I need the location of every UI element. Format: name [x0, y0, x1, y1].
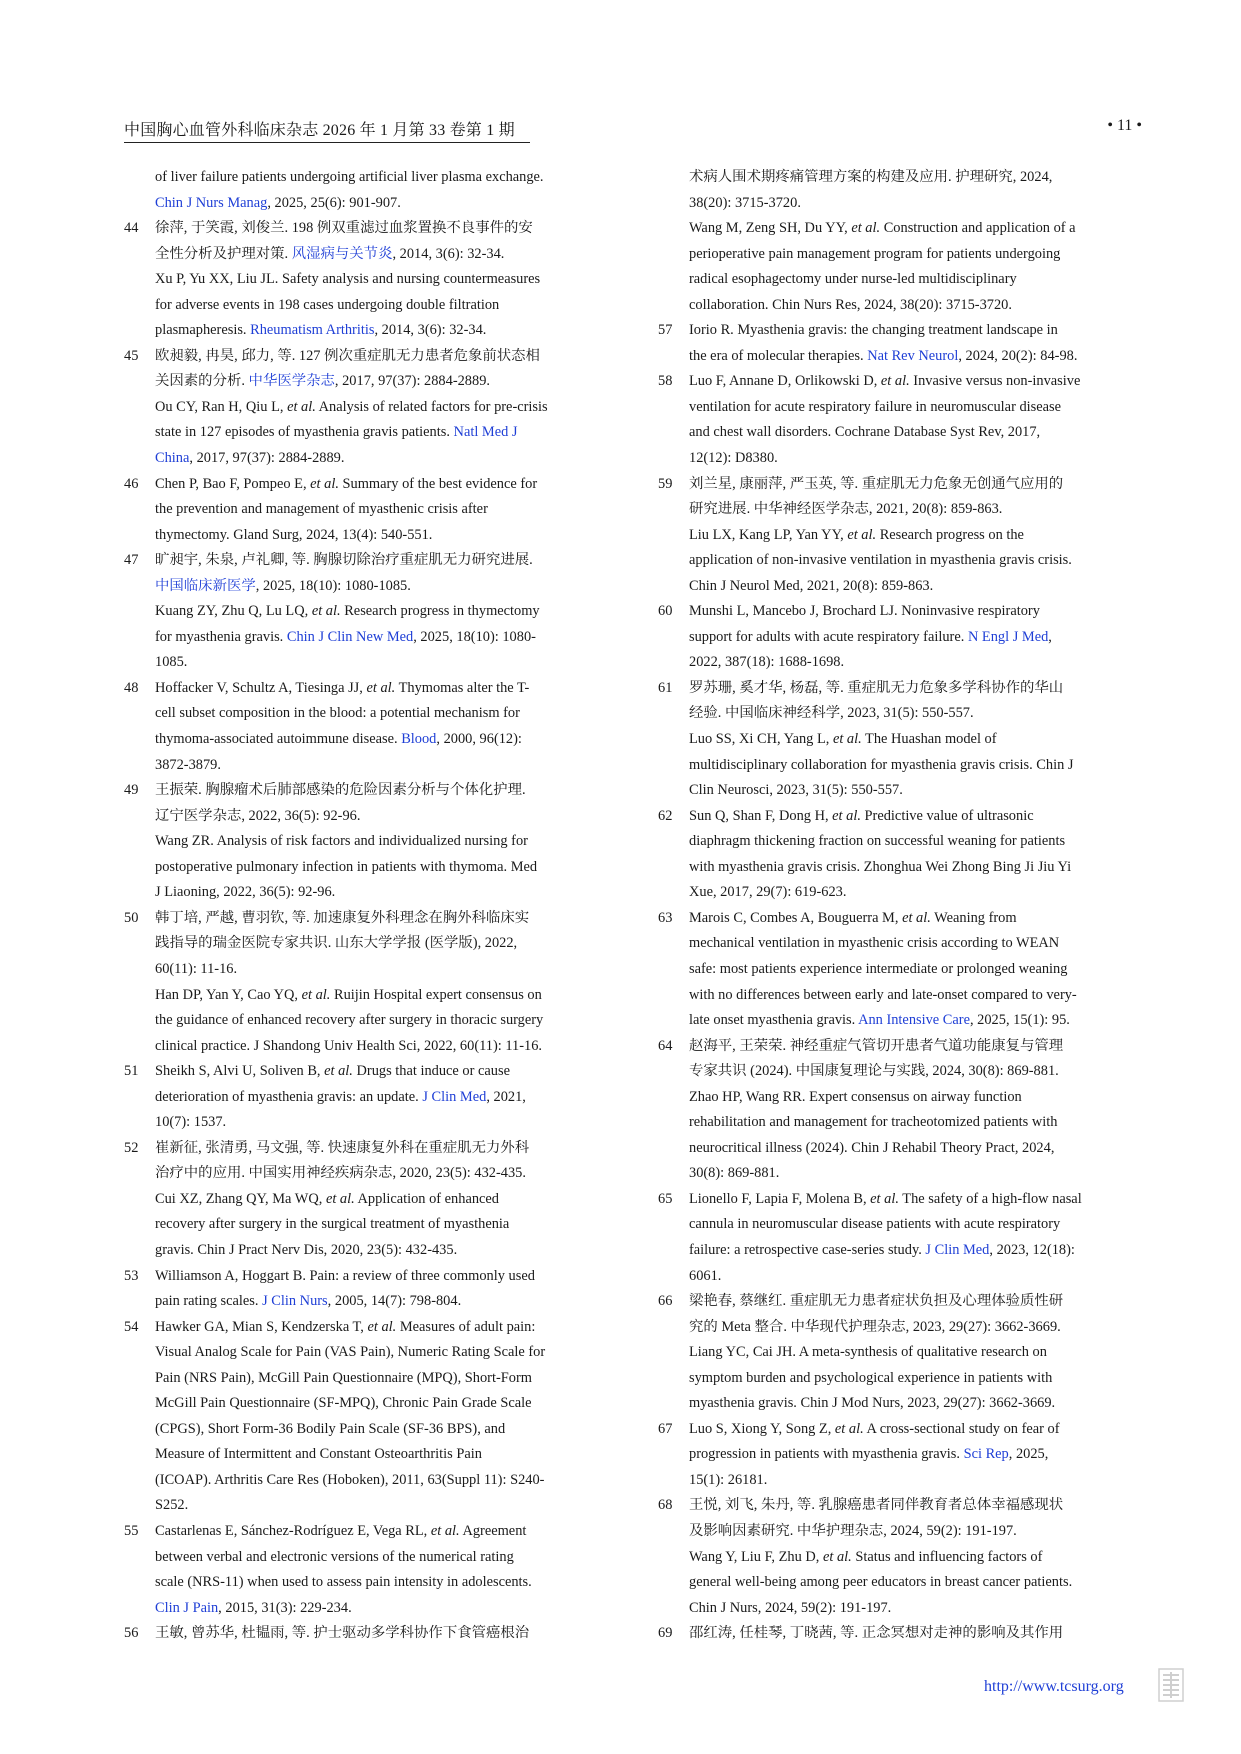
reference-entry: [124, 1059, 608, 1136]
journal-logo-icon: [1158, 1668, 1184, 1702]
reference-entry: [124, 472, 608, 549]
journal-link[interactable]: Chin J Clin New Med: [286, 628, 414, 645]
journal-link[interactable]: J Clin Med: [925, 1241, 990, 1258]
reference-number: 59: [658, 475, 673, 492]
reference-line: Xu P, Yu XX, Liu JL. Safety analysis and nursing countermeasures: [155, 271, 541, 288]
reference-line: of liver failure patients undergoing artificial liver plasma exchange.: [155, 169, 544, 185]
reference-line: failure: a retrospective case-series study. J Clin Med, 2023, 12(18):: [689, 1241, 1075, 1258]
reference-entry: [124, 1136, 608, 1264]
reference-line: pain rating scales. J Clin Nurs, 2005, 14(7): 798-804.: [155, 1293, 462, 1310]
reference-entry: [658, 1621, 1142, 1647]
reference-text: [155, 676, 608, 778]
reference-text: [689, 676, 1142, 804]
reference-line: multidisciplinary collaboration for myasthenia gravis crisis. Chin J: [689, 756, 1074, 773]
journal-link[interactable]: Natl Med J: [453, 424, 518, 441]
reference-line: Chin J Nurs Manag, 2025, 25(6): 901-907.: [155, 194, 401, 211]
reference-line: 1085.: [155, 654, 188, 671]
reference-number: 51: [124, 1063, 139, 1080]
reference-line: 王敏, 曾苏华, 杜韫雨, 等. 护士驱动多学科协作下食管癌根治: [155, 1625, 530, 1642]
reference-line: Measure of Intermittent and Constant Osteoarthritis Pain: [155, 1446, 482, 1463]
reference-line: gravis. Chin J Pract Nerv Dis, 2020, 23(5): 432-435.: [155, 1241, 458, 1258]
reference-text: [155, 216, 608, 344]
reference-number: 57: [658, 322, 673, 339]
reference-entry: [658, 472, 1142, 600]
journal-link[interactable]: Rheumatism Arthritis: [250, 322, 375, 339]
reference-text: [155, 165, 608, 216]
reference-line: Kuang ZY, Zhu Q, Lu LQ, et al. Research progress in thymectomy: [155, 603, 540, 620]
reference-number: 69: [658, 1625, 673, 1642]
reference-line: 崔新征, 张清勇, 马文强, 等. 快速康复外科在重症肌无力外科: [155, 1139, 530, 1156]
reference-line: ventilation for acute respiratory failure in neuromuscular disease: [689, 398, 1062, 415]
reference-text: [155, 1136, 608, 1264]
reference-line: 10(7): 1537.: [155, 1114, 227, 1131]
reference-entry: [658, 1493, 1142, 1621]
reference-line: the prevention and management of myasthenic crisis after: [155, 501, 488, 518]
reference-entry: [124, 1264, 608, 1315]
reference-line: Wang ZR. Analysis of risk factors and individualized nursing for: [155, 833, 528, 850]
reference-line: 韩丁培, 严越, 曹羽钦, 等. 加速康复外科理念在胸外科临床实: [155, 909, 530, 926]
reference-entry: [124, 778, 608, 906]
reference-line: between verbal and electronic versions of the numerical rating: [155, 1548, 514, 1565]
reference-text: [155, 778, 608, 906]
reference-number: 58: [658, 373, 673, 390]
reference-line: Visual Analog Scale for Pain (VAS Pain), Numeric Rating Scale for: [155, 1344, 546, 1361]
reference-line: Luo F, Annane D, Orlikowski D, et al. Invasive versus non-invasive: [689, 373, 1081, 390]
reference-number: 65: [658, 1190, 673, 1207]
reference-line: 关因素的分析. 中华医学杂志, 2017, 97(37): 2884-2889.: [155, 373, 490, 390]
reference-line: progression in patients with myasthenia gravis. Sci Rep, 2025,: [689, 1446, 1049, 1463]
reference-line: 术病人围术期疼痛管理方案的构建及应用. 护理研究, 2024,: [689, 169, 1053, 185]
reference-number: 64: [658, 1037, 673, 1054]
reference-text: [155, 1059, 608, 1136]
reference-line: 罗苏珊, 奚才华, 杨磊, 等. 重症肌无力危象多学科协作的华山: [689, 679, 1064, 696]
reference-line: postoperative pulmonary infection in patients with thymoma. Med: [155, 858, 538, 875]
reference-line: with myasthenia gravis crisis. Zhonghua Wei Zhong Bing Ji Jiu Yi: [689, 858, 1072, 875]
reference-line: Chin J Neurol Med, 2021, 20(8): 859-863.: [689, 577, 934, 594]
journal-link[interactable]: Blood: [401, 731, 437, 748]
reference-entry: [658, 1289, 1142, 1417]
reference-line: China, 2017, 97(37): 2884-2889.: [155, 450, 345, 467]
reference-number: 63: [658, 909, 673, 926]
reference-line: diaphragm thickening fraction on successful weaning for patients: [689, 833, 1066, 850]
reference-line: with no differences between early and late-onset compared to very-: [689, 986, 1077, 1003]
journal-link[interactable]: 中国临床新医学: [155, 577, 256, 594]
reference-entry: [124, 1315, 608, 1519]
reference-number: 45: [124, 347, 139, 364]
reference-line: 专家共识 (2024). 中国康复理论与实践, 2024, 30(8): 869-881.: [689, 1063, 1059, 1080]
reference-line: scale (NRS-11) when used to assess pain intensity in adolescents.: [155, 1574, 532, 1591]
reference-line: 刘兰星, 康丽萍, 严玉英, 等. 重症肌无力危象无创通气应用的: [689, 475, 1064, 492]
reference-line: for adverse events in 198 cases undergoing double filtration: [155, 296, 500, 313]
reference-line: cell subset composition in the blood: a potential mechanism for: [155, 705, 520, 722]
reference-entry: [124, 906, 608, 1059]
reference-entry: [658, 804, 1142, 906]
journal-link[interactable]: China: [155, 450, 190, 467]
reference-number: 68: [658, 1497, 673, 1514]
reference-line: application of non-invasive ventilation in myasthenia gravis crisis.: [689, 552, 1072, 569]
reference-line: Hoffacker V, Schultz A, Tiesinga JJ, et al. Thymomas alter the T-: [155, 679, 530, 696]
reference-line: Liu LX, Kang LP, Yan YY, et al. Research progress on the: [689, 526, 1024, 543]
journal-link[interactable]: J Clin Nurs: [262, 1293, 328, 1310]
reference-text: [689, 318, 1142, 369]
reference-line: Castarlenas E, Sánchez-Rodríguez E, Vega RL, et al. Agreement: [155, 1522, 527, 1539]
reference-entry: [124, 344, 608, 472]
reference-line: 赵海平, 王荣荣. 神经重症气管切开患者气道功能康复与管理: [689, 1037, 1064, 1054]
reference-entry: [124, 216, 608, 344]
reference-line: J Liaoning, 2022, 36(5): 92-96.: [155, 884, 336, 901]
reference-entry: [658, 1417, 1142, 1494]
reference-line: Sun Q, Shan F, Dong H, et al. Predictive value of ultrasonic: [689, 807, 1034, 824]
journal-link[interactable]: Clin J Pain: [155, 1599, 219, 1616]
reference-text: [689, 472, 1142, 600]
reference-text: [155, 1621, 608, 1647]
reference-number: 60: [658, 603, 673, 620]
reference-line: collaboration. Chin Nurs Res, 2024, 38(20): 3715-3720.: [689, 296, 1012, 313]
reference-number: 50: [124, 909, 139, 926]
reference-line: Clin Neurosci, 2023, 31(5): 550-557.: [689, 782, 903, 799]
reference-line: 全性分析及护理对策. 风湿病与关节炎, 2014, 3(6): 32-34.: [155, 245, 505, 262]
reference-line: Clin J Pain, 2015, 31(3): 229-234.: [155, 1599, 352, 1616]
reference-entry: [658, 1034, 1142, 1187]
reference-text: [155, 906, 608, 1059]
journal-link[interactable]: Ann Intensive Care: [858, 1012, 970, 1029]
reference-text: [689, 1289, 1142, 1417]
reference-line: plasmapheresis. Rheumatism Arthritis, 2014, 3(6): 32-34.: [155, 322, 487, 339]
reference-number: 54: [124, 1318, 139, 1335]
reference-line: 徐萍, 于笑霞, 刘俊兰. 198 例双重滤过血浆置换不良事件的安: [155, 220, 533, 237]
reference-entry: [124, 676, 608, 778]
reference-line: deterioration of myasthenia gravis: an update. J Clin Med, 2021,: [155, 1088, 526, 1105]
reference-number: 46: [124, 475, 139, 492]
reference-number: 67: [658, 1420, 673, 1437]
reference-number: 55: [124, 1522, 139, 1539]
reference-entry: [124, 548, 608, 676]
reference-line: myasthenia gravis. Chin J Mod Nurs, 2023, 29(27): 3662-3669.: [689, 1395, 1056, 1412]
reference-line: 及影响因素研究. 中华护理杂志, 2024, 59(2): 191-197.: [689, 1522, 1017, 1539]
reference-entry: [658, 599, 1142, 676]
journal-link[interactable]: 风湿病与关节炎: [291, 245, 393, 262]
journal-link[interactable]: N Engl J Med: [967, 628, 1049, 645]
reference-entry: [658, 676, 1142, 804]
reference-line: general well-being among peer educators in breast cancer patients.: [689, 1574, 1073, 1591]
reference-line: 2022, 387(18): 1688-1698.: [689, 654, 845, 671]
reference-line: Cui XZ, Zhang QY, Ma WQ, et al. Application of enhanced: [155, 1190, 499, 1207]
reference-line: Xue, 2017, 29(7): 619-623.: [689, 884, 847, 901]
reference-line: Williamson A, Hoggart B. Pain: a review of three commonly used: [155, 1267, 535, 1284]
reference-line: 30(8): 869-881.: [689, 1165, 780, 1182]
reference-entry: [658, 369, 1142, 471]
reference-line: Pain (NRS Pain), McGill Pain Questionnaire (MPQ), Short-Form: [155, 1369, 532, 1386]
reference-line: Hawker GA, Mian S, Kendzerska T, et al. Measures of adult pain:: [155, 1318, 536, 1335]
reference-line: recovery after surgery in the surgical treatment of myasthenia: [155, 1216, 510, 1233]
reference-entry: [658, 906, 1142, 1034]
reference-number: 44: [124, 220, 139, 237]
reference-line: neurocritical illness (2024). Chin J Rehabil Theory Pract, 2024,: [689, 1139, 1055, 1156]
references-right-column: [658, 165, 1142, 1647]
reference-line: 梁艳春, 蔡继红. 重症肌无力患者症状负担及心理体验质性研: [689, 1293, 1064, 1310]
footer-url-link[interactable]: http://www.tcsurg.org: [984, 1678, 1124, 1695]
reference-line: Marois C, Combes A, Bouguerra M, et al. Weaning from: [689, 909, 1017, 926]
journal-link[interactable]: 中华医学杂志: [248, 373, 335, 390]
page-header: [124, 117, 1142, 145]
reference-text: [689, 1034, 1142, 1187]
reference-line: 15(1): 26181.: [689, 1471, 768, 1488]
reference-line: 3872-3879.: [155, 756, 221, 773]
reference-number: 53: [124, 1267, 139, 1284]
reference-line: thymectomy. Gland Surg, 2024, 13(4): 540-551.: [155, 526, 433, 543]
reference-text: [689, 599, 1142, 676]
reference-line: Luo SS, Xi CH, Yang L, et al. The Huashan model of: [689, 731, 997, 748]
reference-line: safe: most patients experience intermediate or prolonged weaning: [689, 960, 1068, 977]
reference-entry: [658, 318, 1142, 369]
reference-line: Chin J Nurs, 2024, 59(2): 191-197.: [689, 1599, 892, 1616]
reference-line: 60(11): 11-16.: [155, 960, 238, 977]
reference-line: 欧昶毅, 冉昊, 邱力, 等. 127 例次重症肌无力患者危象前状态相: [155, 347, 540, 364]
reference-line: mechanical ventilation in myasthenic crisis according to WEAN: [689, 935, 1060, 952]
reference-text: [689, 165, 1142, 318]
reference-line: Sheikh S, Alvi U, Soliven B, et al. Drugs that induce or cause: [155, 1063, 510, 1080]
reference-text: [689, 906, 1142, 1034]
reference-line: Luo S, Xiong Y, Song Z, et al. A cross-sectional study on fear of: [689, 1420, 1060, 1437]
reference-line: (ICOAP). Arthritis Care Res (Hoboken), 2011, 63(Suppl 11): S240-: [155, 1471, 545, 1488]
reference-number: 61: [658, 679, 673, 696]
reference-line: 中国临床新医学, 2025, 18(10): 1080-1085.: [155, 577, 411, 594]
reference-line: Ou CY, Ran H, Qiu L, et al. Analysis of related factors for pre-crisis: [155, 398, 548, 415]
header-rule: [124, 142, 530, 143]
reference-line: 王振荣. 胸腺瘤术后肺部感染的危险因素分析与个体化护理.: [155, 782, 526, 799]
reference-line: 研究进展. 中华神经医学杂志, 2021, 20(8): 859-863.: [689, 501, 1003, 518]
reference-number: 48: [124, 679, 139, 696]
journal-link[interactable]: Sci Rep: [963, 1446, 1009, 1463]
reference-line: 6061.: [689, 1267, 722, 1284]
reference-number: 62: [658, 807, 673, 824]
reference-number: 56: [124, 1625, 139, 1642]
reference-line: perioperative pain management program for patients undergoing: [689, 245, 1061, 262]
reference-entry: [124, 165, 608, 216]
journal-title: 中国胸心血管外科临床杂志 2026 年 1 月第 33 卷第 1 期: [124, 122, 515, 139]
reference-line: state in 127 episodes of myasthenia gravis patients. Natl Med J: [155, 424, 518, 441]
reference-line: S252.: [155, 1497, 189, 1514]
reference-line: 38(20): 3715-3720.: [689, 194, 801, 211]
reference-text: [689, 1621, 1142, 1647]
reference-text: [155, 1264, 608, 1315]
reference-line: 旷昶宇, 朱泉, 卢礼卿, 等. 胸腺切除治疗重症肌无力研究进展.: [155, 552, 533, 569]
reference-line: Lionello F, Lapia F, Molena B, et al. The safety of a high-flow nasal: [689, 1190, 1082, 1207]
reference-line: Iorio R. Myasthenia gravis: the changing treatment landscape in: [689, 322, 1058, 339]
reference-line: Zhao HP, Wang RR. Expert consensus on airway function: [689, 1088, 1022, 1105]
journal-link[interactable]: J Clin Med: [422, 1088, 487, 1105]
reference-text: [689, 369, 1142, 471]
reference-number: 47: [124, 552, 139, 569]
reference-entry: [124, 1621, 608, 1647]
references-left-column: [124, 165, 608, 1647]
reference-line: 王悦, 刘飞, 朱丹, 等. 乳腺癌患者同伴教育者总体幸福感现状: [689, 1497, 1064, 1514]
reference-number: 52: [124, 1139, 139, 1156]
reference-line: Wang M, Zeng SH, Du YY, et al. Construction and application of a: [689, 220, 1076, 237]
reference-line: symptom burden and psychological experience in patients with: [689, 1369, 1053, 1386]
reference-text: [689, 804, 1142, 906]
journal-link[interactable]: Chin J Nurs Manag: [155, 194, 268, 211]
reference-line: 治疗中的应用. 中国实用神经疾病杂志, 2020, 23(5): 432-435.: [155, 1165, 526, 1182]
reference-line: Han DP, Yan Y, Cao YQ, et al. Ruijin Hospital expert consensus on: [155, 986, 542, 1003]
reference-text: [689, 1417, 1142, 1494]
reference-line: McGill Pain Questionnaire (SF-MPQ), Chronic Pain Grade Scale: [155, 1395, 532, 1412]
reference-line: 辽宁医学杂志, 2022, 36(5): 92-96.: [155, 807, 361, 824]
reference-number: 66: [658, 1293, 673, 1310]
reference-line: late onset myasthenia gravis. Ann Intensive Care, 2025, 15(1): 95.: [689, 1012, 1070, 1029]
reference-line: Wang Y, Liu F, Zhu D, et al. Status and influencing factors of: [689, 1548, 1043, 1565]
reference-line: Liang YC, Cai JH. A meta-synthesis of qualitative research on: [689, 1344, 1047, 1361]
reference-line: and chest wall disorders. Cochrane Database Syst Rev, 2017,: [689, 424, 1041, 441]
reference-entry: [124, 1519, 608, 1621]
reference-line: support for adults with acute respiratory failure. N Engl J Med,: [689, 628, 1052, 645]
reference-text: [155, 344, 608, 472]
reference-text: [689, 1187, 1142, 1289]
reference-line: 经验. 中国临床神经科学, 2023, 31(5): 550-557.: [689, 705, 974, 722]
reference-line: clinical practice. J Shandong Univ Health Sci, 2022, 60(11): 11-16.: [155, 1037, 542, 1054]
reference-line: rehabilitation and management for tracheotomized patients with: [689, 1114, 1058, 1131]
reference-number: 49: [124, 782, 139, 799]
journal-link[interactable]: Nat Rev Neurol: [867, 347, 959, 364]
reference-line: Munshi L, Mancebo J, Brochard LJ. Noninvasive respiratory: [689, 603, 1040, 620]
reference-line: thymoma-associated autoimmune disease. Blood, 2000, 96(12):: [155, 731, 522, 748]
reference-text: [689, 1493, 1142, 1621]
reference-entry: [658, 1187, 1142, 1289]
reference-line: the guidance of enhanced recovery after surgery in thoracic surgery: [155, 1012, 544, 1029]
reference-text: [155, 1315, 608, 1519]
reference-line: for myasthenia gravis. Chin J Clin New Med, 2025, 18(10): 1080-: [155, 628, 536, 645]
reference-line: radical esophagectomy under nurse-led multidisciplinary: [689, 271, 1017, 288]
reference-line: 践指导的瑞金医院专家共识. 山东大学学报 (医学版), 2022,: [155, 935, 518, 952]
page-number: • 11 •: [1107, 117, 1142, 134]
reference-line: 邵红涛, 任桂琴, 丁晓茜, 等. 正念冥想对走神的影响及其作用: [689, 1625, 1064, 1642]
reference-text: [155, 1519, 608, 1621]
reference-line: cannula in neuromuscular disease patients with acute respiratory: [689, 1216, 1061, 1233]
reference-line: 12(12): D8380.: [689, 450, 778, 467]
reference-line: Chen P, Bao F, Pompeo E, et al. Summary of the best evidence for: [155, 475, 538, 492]
reference-line: 究的 Meta 整合. 中华现代护理杂志, 2023, 29(27): 3662-3669.: [689, 1318, 1061, 1335]
reference-line: the era of molecular therapies. Nat Rev Neurol, 2024, 20(2): 84-98.: [689, 347, 1078, 364]
reference-entry: [658, 165, 1142, 318]
reference-text: [155, 472, 608, 549]
reference-line: (CPGS), Short Form-36 Bodily Pain Scale (SF-36 BPS), and: [155, 1420, 506, 1437]
reference-text: [155, 548, 608, 676]
